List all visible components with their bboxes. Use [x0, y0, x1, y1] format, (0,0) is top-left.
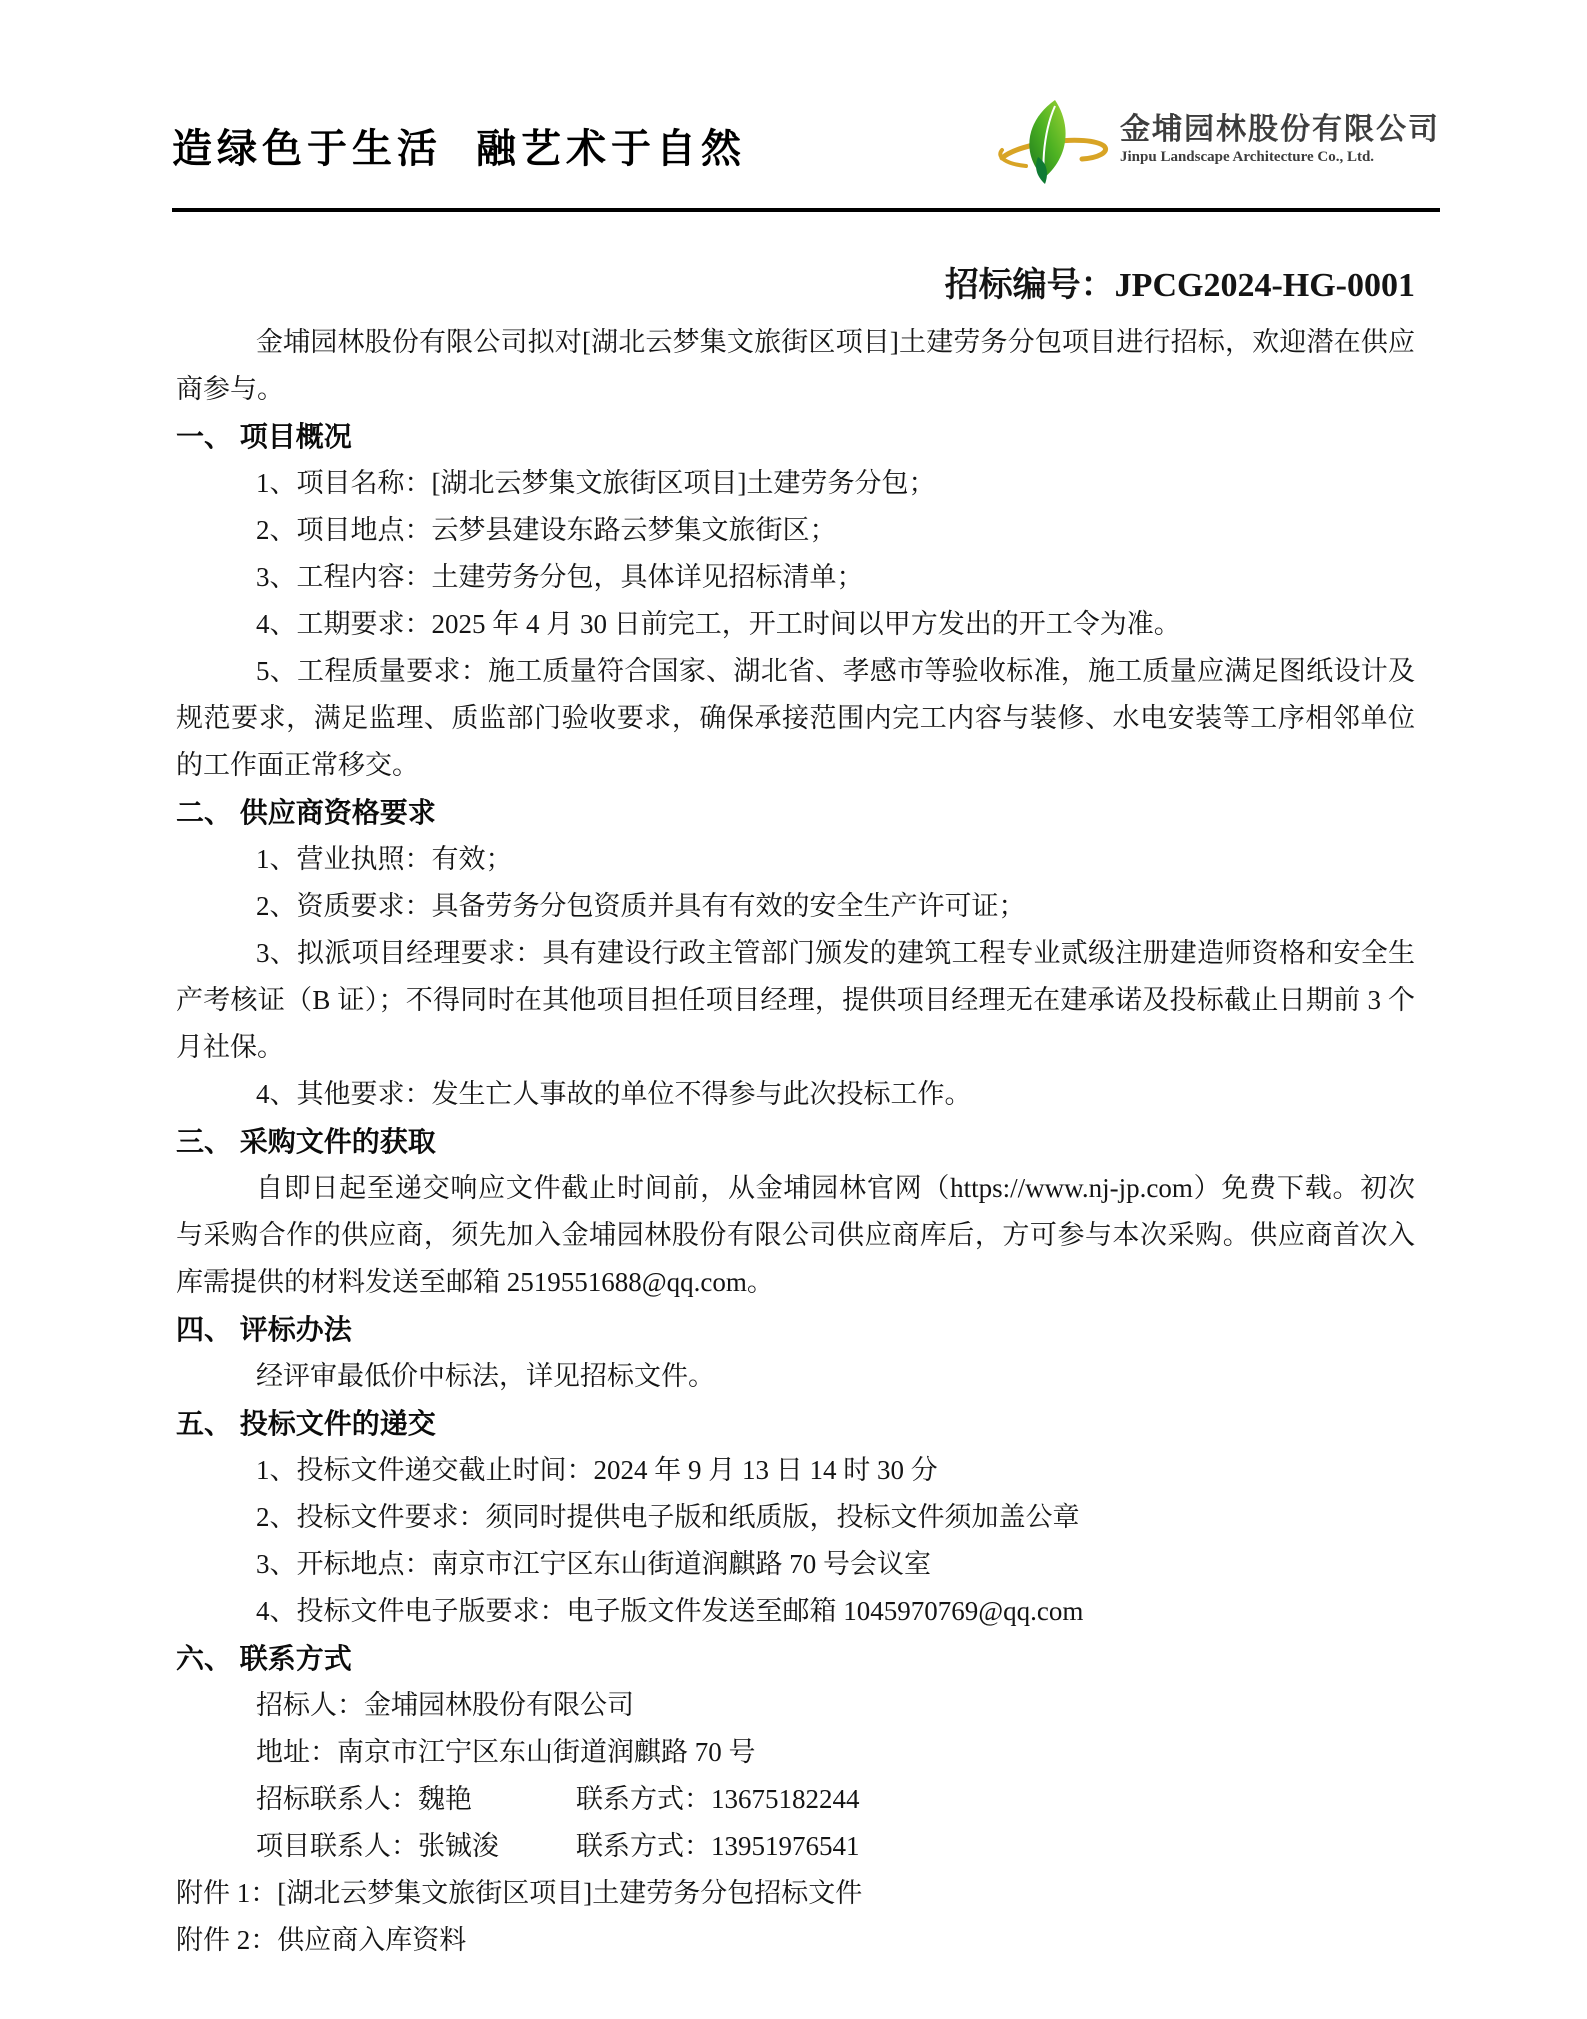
logo-company-name-en: Jinpu Landscape Architecture Co., Ltd.: [1120, 148, 1375, 165]
contact-row: [176, 1729, 1415, 1776]
section-1-item: 3、工程内容：土建劳务分包，具体详见招标清单；: [256, 562, 864, 592]
logo-text: [1120, 113, 1440, 166]
contact-row: [176, 1682, 1415, 1729]
section-5-heading: 五、 投标文件的递交: [176, 1408, 436, 1439]
section-2-item: 3、拟派项目经理要求：具有建设行政主管部门颁发的建筑工程专业贰级注册建造师资格和安全生产考核证（B 证）；不得同时在其他项目担任项目经理，提供项目经理无在建承诺及投标截止日期前 3 个月社保。: [176, 938, 1415, 1062]
contact-label: 招标联系人：魏艳: [256, 1784, 472, 1814]
section-2-item: 4、其他要求：发生亡人事故的单位不得参与此次投标工作。: [256, 1079, 972, 1109]
contact-value: 联系方式：13675182244: [576, 1784, 860, 1814]
logo-company-name-cn: 金埔园林股份有限公司: [1120, 112, 1440, 146]
contact-label: 地址：南京市江宁区东山街道润麒路 70 号: [256, 1737, 756, 1767]
section-4-body: 经评审最低价中标法，详见招标文件。: [256, 1361, 715, 1391]
section-1-item: 4、工期要求：2025 年 4 月 30 日前完工，开工时间以甲方发出的开工令为准。: [256, 609, 1181, 639]
section-2-item: 1、营业执照：有效；: [256, 844, 513, 874]
contact-row: [176, 1823, 1415, 1870]
tender-number-title: 招标编号：JPCG2024-HG-0001: [944, 267, 1415, 304]
section-3-body: 自即日起至递交响应文件截止时间前，从金埔园林官网（https://www.nj-jp.com）免费下载。初次与采购合作的供应商，须先加入金埔园林股份有限公司供应商库后，方可参与本次采购。供应商首次入库需提供的材料发送至邮箱 2519551688@qq.com。: [176, 1173, 1415, 1297]
section-6-heading: 六、 联系方式: [176, 1643, 352, 1674]
section-1-item: 1、项目名称：[湖北云梦集文旅街区项目]土建劳务分包；: [256, 468, 936, 498]
section-4-heading: 四、 评标办法: [176, 1314, 352, 1345]
section-1-heading: 一、 项目概况: [176, 421, 352, 452]
contact-row: [176, 1776, 1415, 1823]
contact-value: 联系方式：13951976541: [576, 1831, 860, 1861]
section-1-item: 2、项目地点：云梦县建设东路云梦集文旅街区；: [256, 515, 837, 545]
section-5-item: 3、开标地点：南京市江宁区东山街道润麒路 70 号会议室: [256, 1549, 931, 1579]
attachment-line: 附件 1：[湖北云梦集文旅街区项目]土建劳务分包招标文件: [176, 1878, 863, 1908]
contact-label: 招标人：金埔园林股份有限公司: [256, 1690, 634, 1720]
slogan-right: 融艺术于自然: [476, 126, 746, 171]
section-1-item: 5、工程质量要求：施工质量符合国家、湖北省、孝感市等验收标准，施工质量应满足图纸设计及规范要求，满足监理、质监部门验收要求，确保承接范围内完工内容与装修、水电安装等工序相邻单位的工作面正常移交。: [176, 656, 1415, 780]
document-content: [176, 262, 1415, 1964]
section-2-heading: 二、 供应商资格要求: [176, 797, 436, 828]
section-5-item: 2、投标文件要求：须同时提供电子版和纸质版，投标文件须加盖公章: [256, 1502, 1080, 1532]
company-logo: [992, 94, 1440, 208]
contact-label: 项目联系人：张铖浚: [256, 1831, 499, 1861]
company-slogan: [172, 117, 746, 208]
attachment-line: 附件 2：供应商入库资料: [176, 1925, 467, 1955]
section-5-item: 4、投标文件电子版要求：电子版文件发送至邮箱 1045970769@qq.com: [256, 1596, 1084, 1626]
page-header: [172, 0, 1440, 212]
section-5-item: 1、投标文件递交截止时间：2024 年 9 月 13 日 14 时 30 分: [256, 1455, 938, 1485]
section-3-heading: 三、 采购文件的获取: [176, 1126, 436, 1157]
intro-paragraph: 金埔园林股份有限公司拟对[湖北云梦集文旅街区项目]土建劳务分包项目进行招标，欢迎潜在供应商参与。: [176, 327, 1415, 404]
slogan-left: 造绿色于生活: [172, 126, 442, 171]
section-2-item: 2、资质要求：具备劳务分包资质并具有有效的安全生产许可证；: [256, 891, 1026, 921]
leaf-logo-icon: [992, 94, 1112, 184]
